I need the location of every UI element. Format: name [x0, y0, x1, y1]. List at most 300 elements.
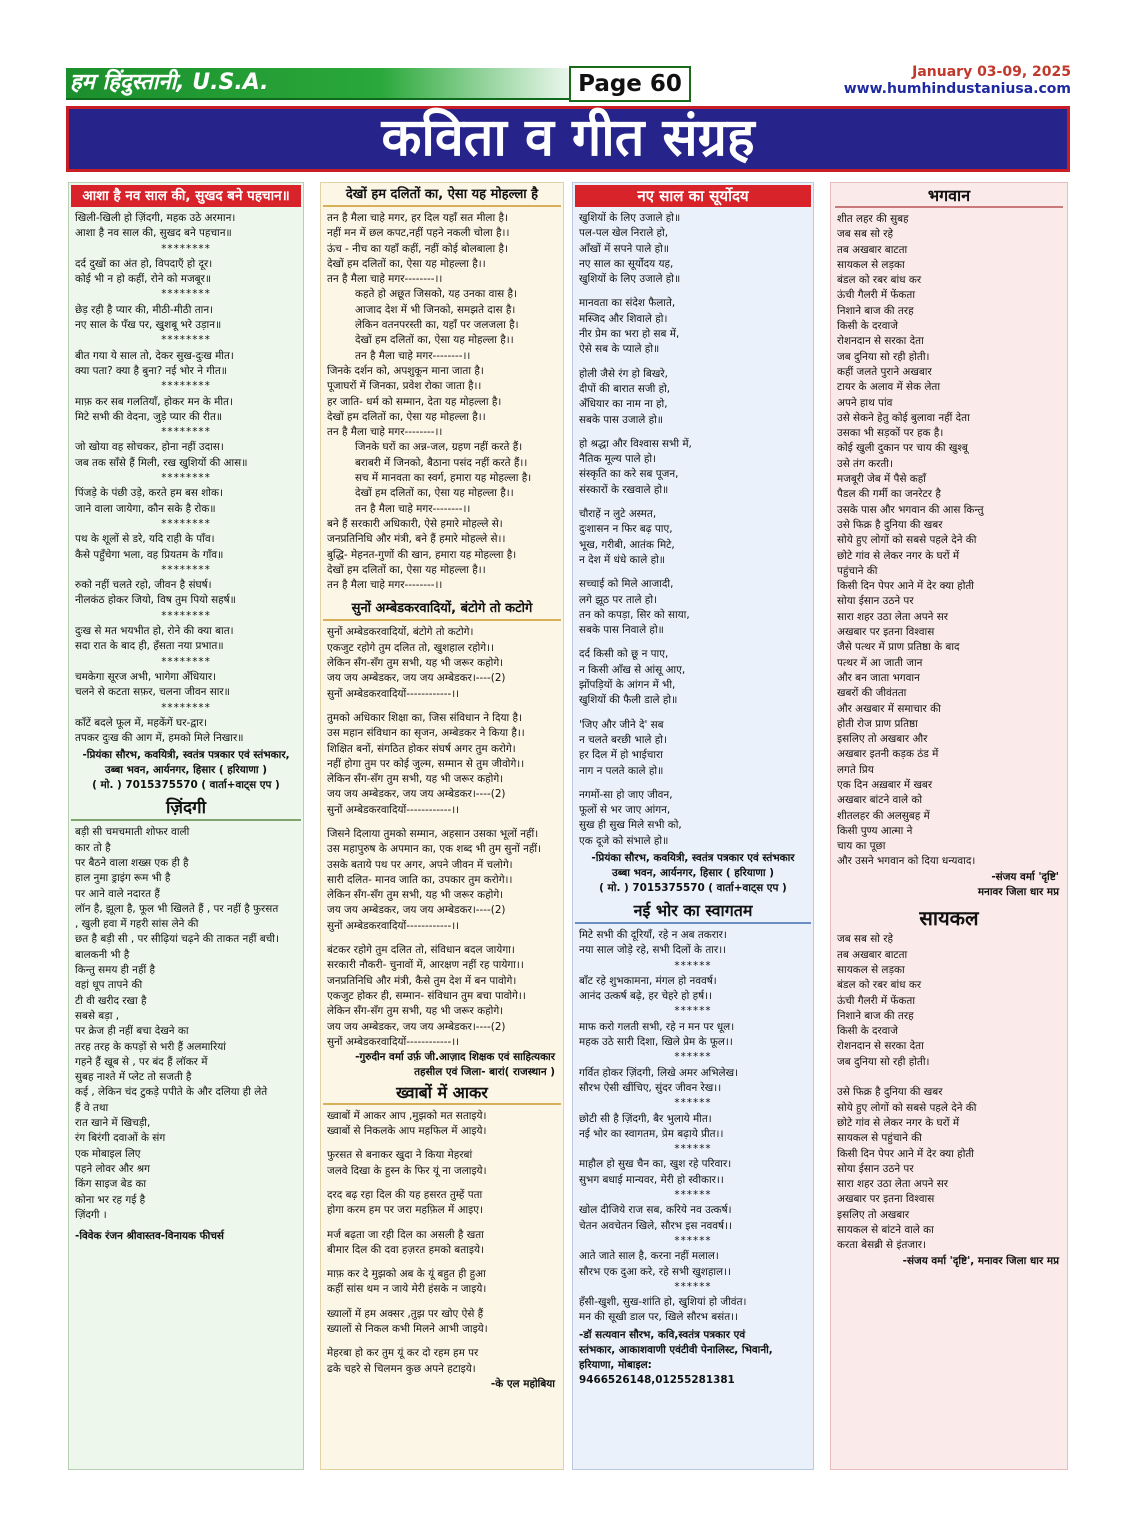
- poem-line: -प्रियंका सौरभ, कवयित्री, स्वतंत्र पत्रकार एवं स्तंभकार,: [82, 749, 290, 762]
- poem-line: नए साल के पँख पर, खुशबू भरे उड़ान॥: [75, 319, 222, 332]
- poem-title: नए साल का सूर्योदय: [575, 185, 811, 207]
- poem-body: [837, 932, 1061, 1253]
- poem-line: चमकेगा सूरज अभी, भागेगा अँधियार।: [75, 670, 217, 683]
- poem-line: सायकल से लड़का: [837, 258, 905, 271]
- poem-credit: -विवेक रंजन श्रीवास्तव-विनायक फीचर्स: [75, 1230, 224, 1243]
- poem-line: जिनके घरों का अन्न-जल, ग्रहण नहीं करते हैं।: [355, 441, 523, 454]
- poem-line: खुशियों के लिए उजाले हो॥: [579, 212, 681, 224]
- poem-line: पल-पल खेल निराले हो,: [579, 227, 669, 240]
- poem-line: जब दुनिया सो रही होती।: [837, 350, 930, 363]
- poem-line: किसी के दरवाजे: [837, 320, 898, 333]
- stanza-separator: ********: [161, 701, 211, 714]
- stanza-separator: ********: [161, 380, 211, 393]
- poem-line: न किसी आँख से आंसू आए,: [579, 663, 686, 676]
- poem-line: बालकनी भी है: [75, 948, 130, 961]
- poem-line: वहां धूप तापने की: [75, 979, 143, 992]
- poem-line: सच में मानवता का स्वर्ग, हमारा यह मोहल्ला है।: [355, 472, 532, 485]
- poem-line: ख्यालों में हम अक्सर ,तुझ पर खोए ऐसे हैं: [327, 1307, 484, 1320]
- poem-line: झोंपड़ियों के आंगन में भी,: [579, 679, 676, 692]
- poem-title: ज़िंदगी: [71, 797, 301, 821]
- poem-line: सुबह नाश्ते में प्लेट तो सजती है: [75, 1071, 192, 1084]
- poem-line: उसे फिक्र है दुनिया की खबर: [837, 1086, 943, 1099]
- poem-line: टायर के अलाव में सेक लेता: [837, 381, 941, 394]
- poem-line: हैं वे तथा: [75, 1101, 109, 1114]
- poem-line: मिटे सभी की वेदना, जुड़े प्यार की रीत॥: [75, 410, 223, 423]
- poem-line: आते जाते साल है, करना नहीं मलाल।: [579, 1250, 719, 1263]
- poem-line: सोया ईसान उठने पर: [837, 595, 914, 608]
- poem-line: और बन जाता भगवान: [837, 671, 920, 684]
- poem-title: नई भोर का स्वागतम: [575, 900, 811, 924]
- poem-line: न देश में धंधे काले हो॥: [579, 553, 666, 566]
- stanza-gap: [579, 568, 807, 577]
- poem-line: देखों हम दलितों का, ऐसा यह मोहल्ला है।।: [327, 563, 486, 576]
- poem-line: बने हैं सरकारी अधिकारी, ऐसे हमारे मोहल्ले से।: [327, 517, 503, 530]
- poem-line: जय जय अम्बेडकर, जय जय अम्बेडकर।----(2): [327, 904, 506, 917]
- poem-line: हँसी-खुशी, सुख-शांति हो, खुशियां हो जीवंत।: [579, 1296, 747, 1309]
- poem-line: मन की सूखी डाल पर, खिले सौरभ बसंत।।: [579, 1311, 738, 1324]
- poem-line: लेकिन सँग-सँग तुम सभी, यह भी जरूर कहोगे।: [327, 773, 504, 786]
- poem-line: उस महान संविधान का सृजन, अम्बेडकर ने किया है।।: [327, 727, 525, 740]
- poem-line: लेकिन सँग-सँग तुम सभी, यह भी जरूर कहोगे।: [327, 657, 504, 670]
- poem-line: लॉन है, झूला है, फूल भी खिलते हैं , पर नहीं है फुरसत: [75, 902, 279, 915]
- poem-line: चौराहें न लुटे अस्मत,: [579, 508, 657, 521]
- poem-line: -गुरुदीन वर्मा उर्फ़ जी.आज़ाद शिक्षक एवं साहित्यकार: [355, 1051, 555, 1064]
- poem-line: जय जय अम्बेडकर, जय जय अम्बेडकर।----(2): [327, 788, 506, 801]
- poem-line: किंग साइज बेड का: [75, 1178, 147, 1191]
- column-3: [572, 182, 814, 1470]
- poem-line: उसके बताये पथ पर अगर, अपने जीवन में चलोगे।: [327, 858, 513, 871]
- poem-body: [327, 1109, 557, 1377]
- poem-line: अखबार इतनी कड़क ठंड में: [837, 748, 939, 761]
- poem-line: पूजाघरों में जिनका, प्रवेश रोका जाता है।।: [327, 380, 482, 393]
- poem-line: नहीं मन में छल कपट,नहीं पहने नकली चोला है।।: [327, 227, 510, 240]
- poem-credit: -के एल महोबिया: [490, 1377, 555, 1390]
- poem-line: आनंद उत्कर्ष बढ़े, हर चेहरे हो हर्ष।।: [579, 990, 713, 1003]
- poem-line: रात खाने में खिचड़ी,: [75, 1117, 151, 1130]
- poem-line: पहुंचाने की: [837, 564, 878, 577]
- poem-line: मर्ज बढ़ता जा रही दिल का असली है खता: [327, 1228, 484, 1241]
- stanza-gap: [579, 498, 807, 507]
- poem-line: ख्वाबों से निकलके आप महफिल में आइये।: [327, 1125, 487, 1138]
- poem-line: जब दुनिया सो रही होती।: [837, 1055, 930, 1068]
- poem-line: रोशनदान से सरका देता: [837, 1040, 924, 1053]
- poem-line: सौरभ ऐसी खींचिए, सुंदर जीवन रेख।।: [579, 1081, 722, 1094]
- poem-line: उसके पास और भगवान की आस किन्तु: [837, 503, 984, 516]
- column-1: [68, 182, 304, 1470]
- poem-line: एकजुट रहोगे तुम दलित तो, खुशहाल रहोगे।।: [327, 641, 495, 654]
- poem-line: बुद्धि- मेहनत-गुणों की खान, हमारा यह मोहल्ला है।: [327, 548, 517, 561]
- poem-line: जिनके दर्शन को, अपशुकून माना जाता है।: [327, 364, 484, 377]
- poem-line: कहते हो अछूत जिसको, यह उनका वास है।: [355, 288, 517, 301]
- poem-line: पत्थर में आ जाती जान: [837, 656, 923, 669]
- poem-line: नया साल जोड़े रहे, सभी दिलों के तार।।: [579, 944, 727, 957]
- poem-credit: [577, 851, 809, 896]
- poem-body: [75, 825, 297, 1223]
- poem-line: टी वी खरीद रखा है: [75, 994, 147, 1007]
- poem-line: सारा शहर उठा लेता अपने सर: [837, 1178, 948, 1191]
- stanza-separator: ******: [674, 959, 712, 972]
- poem-line: जैसे पत्थर में प्राण प्रतिष्ठा के बाद: [837, 641, 960, 654]
- page-number: Page 60: [569, 66, 691, 102]
- poem-title: देखों हम दलितों का, ऐसा यह मोहल्ला है: [323, 185, 561, 207]
- poem-line: दुःख से मत भयभीत हो, रोने की क्या बात।: [75, 625, 234, 638]
- stanza-separator: ********: [161, 517, 211, 530]
- poem-line: मजबूरी जेब में पैसे कहाँ: [837, 473, 926, 486]
- poem-line: निशाने बाज की तरह: [837, 304, 914, 317]
- poem-line: क्या पता? क्या है बुना? नई भोर ने गीत॥: [75, 364, 227, 377]
- poem-line: माफ करो गलती सभी, रहे न मन पर धूल।: [579, 1020, 735, 1033]
- poem-line: सायकल से पहुंचाने की: [837, 1132, 922, 1145]
- poem-line: जब तक साँसे हैं मिली, रख खुशियों की आस॥: [75, 456, 248, 469]
- poem-line: नाग न पलते काले हो॥: [579, 764, 664, 777]
- stanza-separator: ********: [161, 563, 211, 576]
- poem-line: -डॉ सत्यवान सौरभ, कवि,स्वतंत्र पत्रकार एवं: [579, 1328, 746, 1341]
- poem-line: एक दूजे को संभाले हो॥: [579, 834, 669, 847]
- poem-line: मिटे सभी की दूरियाँ, रहे न अब तकरार।: [579, 928, 727, 941]
- poem-title: ख्वाबों में आकर: [323, 1083, 561, 1105]
- poem-line: गर्वित होकर ज़िंदगी, लिखे अमर अभिलेख।: [579, 1066, 739, 1079]
- poem-line: इसलिए तो अखबार: [837, 1208, 910, 1221]
- poem-line: जनप्रतिनिधि और मंत्री, कैसे तुम देश में बन पावोगे।: [327, 974, 517, 987]
- poem-line: कोना भर रह गई है: [75, 1193, 146, 1206]
- poem-line: तरह तरह के कपड़ों से भरी हैं अलमारियां: [75, 1040, 226, 1053]
- stanza-separator: ********: [161, 472, 211, 485]
- poem-line: तन है मैला चाहे मगर--------।।: [355, 502, 471, 515]
- poem-line: -प्रियंका सौरभ, कवयित्री, स्वतंत्र पत्रकार एवं स्तंभकार: [591, 851, 795, 864]
- poem-line: अखबार पर इतना विश्वास: [837, 626, 935, 639]
- poem-line: बीत गया ये साल तो, देकर सुख-दुःख मीत।: [75, 349, 234, 362]
- poem-line: अखबार पर इतना विश्वास: [837, 1193, 935, 1206]
- poem-line: छोटे गांव से लेकर नगर के घरों में: [837, 1116, 960, 1129]
- poem-line: कोई भी न हो कहीं, रोने को मजबूर॥: [75, 273, 212, 286]
- poem-line: नैतिक मूल्य पाले हो।: [579, 453, 657, 466]
- poem-line: तन है मैला चाहे मगर--------।।: [327, 426, 443, 439]
- stanza-separator: ******: [674, 1280, 712, 1293]
- poem-line: पहने लोवर और श्रग: [75, 1162, 150, 1175]
- poem-line: महक उठे सारी दिशा, खिले प्रेम के फूल।।: [579, 1036, 733, 1049]
- poem-line: तब अखबार बाटता: [837, 243, 908, 256]
- poem-line: होगा करम हम पर जरा महफ़िल में आइए।: [327, 1204, 483, 1217]
- poem-line: नहीं होगा तुम पर कोई जुल्म, सम्मान से तुम जीवोगे।।: [327, 757, 525, 770]
- poem-body: [327, 211, 557, 593]
- stanza-gap: [579, 287, 807, 296]
- poem-line: सुनों अम्बेडकरवादियों, बंटोगे तो कटोगे।: [327, 626, 474, 639]
- poem-line: नए साल का सूर्योदय यह,: [579, 257, 674, 270]
- poem-line: 'जिए और जीने दे' सब: [579, 718, 664, 731]
- poem-line: सौरभ एक दुआ करे, रहे सभी खुशहाल।।: [579, 1265, 731, 1278]
- poem-line: भूख, गरीबी, आतंक मिटे,: [579, 538, 675, 551]
- poem-line: सारा शहर उठा लेता अपने सर: [837, 610, 948, 623]
- poem-line: देखों हम दलितों का, ऐसा यह मोहल्ला है।।: [327, 257, 486, 270]
- poem-line: [837, 1070, 1061, 1085]
- poem-line: सोये हुए लोगों को सबसे पहले देने की: [837, 1101, 977, 1114]
- stanza-gap: [327, 1219, 557, 1228]
- poem-line: नीर प्रेम का भरा हो सब में,: [579, 328, 680, 341]
- poem-line: ऐसे सब के प्याले हो॥: [579, 343, 660, 356]
- poem-line: लेकिन सँग-सँग तुम सभी, यह भी जरूर कहोगे।: [327, 1005, 504, 1018]
- poem-credit: -संजय वर्मा 'दृष्टि', मनावर जिला धार मप्र: [902, 1254, 1059, 1267]
- poem-line: जय जय अम्बेडकर, जय जय अम्बेडकर।----(2): [327, 672, 506, 685]
- poem-line: ऊंच - नीच का यहाँ कहीं, नहीं कोई बोलबाला है।: [327, 242, 508, 255]
- poem-line: निशाने बाज की तरह: [837, 1009, 914, 1022]
- stanza-gap: [579, 638, 807, 647]
- poem-line: हर जाति- धर्म को सम्मान, देता यह मोहल्ला है।: [327, 395, 502, 408]
- poem-line: सुख ही सुख मिले सभी को,: [579, 819, 682, 832]
- poem-line: तब अखबार बाटता: [837, 948, 908, 961]
- dateline: [844, 64, 1071, 98]
- poem-line: उसे तंग करती।: [837, 457, 893, 470]
- poem-line: ( मो. ) 7015375570 ( वार्ता+वाट्स एप ): [599, 881, 787, 894]
- poem-line: सायकल से बांटने वाले का: [837, 1224, 934, 1236]
- poem-line: मस्जिद और शिवाले हो।: [579, 312, 668, 325]
- poem-line: तन है मैला चाहे मगर--------।।: [327, 579, 443, 592]
- stanza-gap: [579, 709, 807, 718]
- poem-line: रोशनदान से सरका देता: [837, 335, 924, 348]
- poem-line: , खुली हवा में गहरी सांस लेने की: [75, 918, 199, 931]
- poem-line: जब सब सो रहे: [837, 228, 893, 241]
- poem-line: रंग बिरंगी दवाओं के संग: [75, 1132, 166, 1145]
- poem-line: फूलों से भर जाए आंगन,: [579, 804, 671, 817]
- poem-line: सबसे बड़ा ,: [75, 1009, 120, 1022]
- poem-line: किसी दिन पेपर आने में देर क्या होती: [837, 580, 974, 593]
- poem-line: सोया ईसान उठने पर: [837, 1162, 914, 1175]
- poem-line: संस्कारों के रखवाले हो॥: [579, 483, 669, 496]
- poem-line: सदा रात के बाद ही, हँसता नया प्रभात॥: [75, 640, 224, 653]
- poem-line: आँखों में सपने पाले हो॥: [579, 242, 669, 255]
- poem-body: [327, 625, 557, 1050]
- poem-credit: [73, 748, 299, 793]
- poem-line: ( मो. ) 7015375570 ( वार्ता+वाट्स एप ): [92, 779, 280, 792]
- poem-line: सच्चाई को मिले आजादी,: [579, 578, 674, 591]
- poem-line: जाने वाला जायेगा, कौन सके है रोक॥: [75, 502, 216, 515]
- poem-line: कहीं सांस थम न जाये मेरी हंसके न जाइये।: [327, 1283, 487, 1296]
- column-4: [830, 182, 1068, 1470]
- poem-line: बाँट रहे शुभकामना, मंगल हो नववर्ष।: [579, 974, 717, 987]
- poem-line: सुनों अम्बेडकरवादियों------------।।: [327, 919, 460, 932]
- poem-line: गहने हैं खूब से , पर बंद हैं लॉकर में: [75, 1055, 208, 1068]
- poem-line: उसे फिक्र है दुनिया की खबर: [837, 518, 943, 531]
- poem-credit: [831, 870, 1059, 901]
- poem-line: सबके पास निवाले हो॥: [579, 624, 664, 637]
- poem-line: उब्बा भवन, आर्यनगर, हिसार ( हरियाणा ): [612, 866, 774, 879]
- poem-line: हरियाणा, मोबाइल: 9466526148,01255281381: [579, 1358, 735, 1386]
- poem-line: हाल नुमा ड्राइंग रूम भी है: [75, 872, 171, 885]
- poem-line: सायकल से लड़का: [837, 963, 905, 976]
- poem-line: बड़ी सी चमचमाती शोफर वाली: [75, 826, 190, 839]
- poem-title: भगवान: [835, 185, 1063, 208]
- poem-line: बंटकर रहोगे तुम दलित तो, संविधान बदल जायेगा।: [327, 944, 515, 957]
- stanza-separator: ******: [674, 1234, 712, 1247]
- poem-credit: [321, 1050, 555, 1081]
- poem-line: किन्तु समय ही नहीं है: [75, 964, 155, 977]
- poem-line: छत है बड़ी सी , पर सीढ़ियां चढ़ने की ताकत नहीं बची।: [75, 933, 279, 946]
- poem-line: शिक्षित बनों, संगठित होकर संघर्ष अगर तुम करोगे।: [327, 742, 516, 755]
- poem-title: सायकल: [919, 906, 979, 931]
- poem-line: मेहरबा हो कर तुम यूं कर दो रहम हम पर: [327, 1347, 479, 1360]
- poem-line: आजाद देश में भी जिनको, समझते दास है।: [355, 303, 516, 316]
- poem-line: उसका भी सड़कों पर हक है।: [837, 427, 944, 440]
- poem-line: खोल दीजिये राज सब, करिये नव उत्कर्ष।: [579, 1204, 732, 1217]
- poem-line: देखों हम दलितों का, ऐसा यह मोहल्ला है।।: [327, 410, 486, 423]
- poem-credit: [579, 1328, 807, 1388]
- poem-line: एक दिन अख़बार में खबर: [837, 778, 933, 791]
- poem-line: सोये हुए लोगों को सबसे पहले देने की: [837, 534, 977, 547]
- poem-line: न चलते बरछी भाले हो।: [579, 733, 667, 746]
- stanza-gap: [327, 1337, 557, 1346]
- poem-line: करता बेसब्री से इंतजार।: [837, 1239, 926, 1252]
- poem-line: खुशियों के लिए उजाले हो॥: [579, 273, 681, 286]
- poem-line: माहौल हो सुख चैन का, खुश रहे परिवार।: [579, 1158, 732, 1171]
- poem-line: उस महापुरुष के अपमान का, एक शब्द भी तुम सुनों नहीं।: [327, 843, 542, 856]
- poem-line: ढके चहरे से चिलमन कुछ अपने हटाइये।: [327, 1362, 476, 1375]
- poem-body: [579, 928, 807, 1326]
- poem-line: एक मोबाइल लिए: [75, 1147, 141, 1160]
- poem-line: सबके पास उजाले हो॥: [579, 413, 664, 426]
- poem-line: अखबार बांटने वाले को: [837, 794, 923, 807]
- poem-line: शीत लहर की सुबह: [837, 213, 909, 225]
- poem-line: देखों हम दलितों का, ऐसा यह मोहल्ला है।।: [355, 334, 514, 347]
- poem-line: बंडल को रबर बांध कर: [837, 979, 922, 992]
- poem-line: पर क्रेज ही नहीं बचा देखने का: [75, 1025, 189, 1038]
- stanza-separator: ********: [161, 609, 211, 622]
- poem-line: जब सब सो रहे: [837, 933, 893, 946]
- poem-line: सुनों अम्बेडकरवादियों------------।।: [327, 1035, 460, 1048]
- poem-line: छेड़ रही है प्यार की, मीठी-मीठी तान।: [75, 303, 214, 316]
- poem-line: जय जय अम्बेडकर, जय जय अम्बेडकर।----(2): [327, 1020, 506, 1033]
- poem-line: चाय का पूछा: [837, 840, 886, 853]
- stanza-gap: [579, 358, 807, 367]
- poem-line: आशा है नव साल की, सुखद बने पहचान॥: [75, 227, 232, 240]
- poem-line: चेतन अवचेतन खिले, सौरभ इस नववर्ष।।: [579, 1219, 732, 1232]
- brand-name: हम हिंदुस्तानी, U.S.A.: [66, 68, 590, 100]
- section-banner: कविता व गीत संग्रह: [66, 106, 1070, 172]
- stanza-separator: ********: [161, 655, 211, 668]
- masthead: [66, 66, 1071, 100]
- stanza-gap: [327, 702, 557, 711]
- poem-line: ज़िंदगी ।: [75, 1208, 107, 1221]
- poem-line: होती रोज प्राण प्रतिष्ठा: [837, 717, 918, 730]
- poem-line: और उसने भगवान को दिया धन्यवाद।: [837, 855, 976, 868]
- poem-line: दुःशासन न फिर बढ़ पाए,: [579, 523, 673, 536]
- poem-line: सरकारी नौकरी- चुनावों में, आरक्षण नहीं रह पायेगा।।: [327, 959, 524, 972]
- poem-line: दीपों की बारात सजी हो,: [579, 382, 671, 395]
- poem-line: कैसे पहुँचेगा भला, वह प्रियतम के गाँव॥: [75, 548, 224, 561]
- poem-line: पर बैठने वाला शख्स एक ही है: [75, 856, 189, 869]
- poem-line: छोटी सी है ज़िंदगी, बैर भुलाये मीत।: [579, 1112, 712, 1125]
- poem-line: शीतलहर की अलसुबह में: [837, 809, 930, 822]
- poem-line: सुनों अम्बेडकरवादियों------------।।: [327, 687, 460, 700]
- stanza-gap: [327, 818, 557, 827]
- poem-line: स्तंभकार, आकाशवाणी एवंटीवी पेनालिस्ट, भिवानी,: [579, 1343, 773, 1356]
- poem-line: लगते प्रिय: [837, 763, 874, 776]
- poem-line: जिसने दिलाया तुमको सम्मान, अहसान उसका भूलों नहीं।: [327, 827, 539, 840]
- stanza-gap: [327, 1139, 557, 1148]
- poem-line: लेकिन वतनपरस्ती का, यहाँ पर जलजला है।: [355, 319, 519, 332]
- stanza-separator: ******: [674, 1051, 712, 1064]
- poem-line: खबरों की जीवंतता: [837, 687, 907, 700]
- poem-line: कार तो है: [75, 841, 111, 854]
- poem-line: सुनों अम्बेडकरवादियों------------।।: [327, 803, 460, 816]
- poem-line: दर्द दुखों का अंत हो, विपदाएँ हो दूर।: [75, 257, 213, 270]
- poem-title: आशा है नव साल की, सुखद बने पहचान॥: [71, 185, 301, 207]
- poem-line: नगमों-सा हो जाए जीवन,: [579, 788, 673, 801]
- poem-line: एकजुट होकर ही, सम्मान- संविधान तुम बचा पावोगे।।: [327, 989, 526, 1002]
- issue-date: January 03-09, 2025: [912, 64, 1071, 80]
- poem-line: उसे सेकने हेतु कोई बुलावा नहीं देता: [837, 411, 970, 424]
- poem-line: और अखबार में समाचार की: [837, 702, 941, 715]
- poem-line: तन है मैला चाहे मगर--------।।: [327, 273, 443, 286]
- poem-line: माफ़ कर दे मुझको अब के यूं बहुत ही हुआ: [327, 1268, 486, 1281]
- stanza-gap: [579, 428, 807, 437]
- poem-line: होली जैसे रंग हो बिखरे,: [579, 367, 668, 380]
- poem-line: संस्कृति का करे सब पूजन,: [579, 468, 679, 481]
- stanza-separator: ******: [674, 1005, 712, 1018]
- poem-line: माफ़ कर सब गलतियाँ, होकर मन के मीत।: [75, 395, 233, 408]
- poem-line: किसी पुण्य आत्मा ने: [837, 824, 913, 837]
- stanza-gap: [579, 779, 807, 788]
- stanza-gap: [327, 934, 557, 943]
- stanza-separator: ********: [161, 334, 211, 347]
- stanza-separator: ********: [161, 242, 211, 255]
- poem-line: दर्द किसी को छू न पाए,: [579, 648, 669, 661]
- poem-line: ख्यालों से निकल कभी मिलने आभी जाइये।: [327, 1323, 488, 1335]
- stanza-separator: ******: [674, 1143, 712, 1156]
- poem-line: बराबरी में जिनको, बैठाना पसंद नहीं करते हैं।।: [355, 456, 528, 469]
- poem-line: पथ के शूलों से डरे, यदि राही के पाँव।: [75, 533, 215, 546]
- poem-line: पैडल की गर्मी का जनरेटर है: [837, 488, 941, 501]
- poem-line: ऊंची गैलरी में फेंकता: [837, 994, 916, 1007]
- website-link[interactable]: www.humhindustaniusa.com: [843, 81, 1071, 97]
- poem-line: बंडल को रबर बांध कर: [837, 274, 922, 287]
- poem-line: नई भोर का स्वागतम, प्रेम बढ़ाये प्रीत।।: [579, 1127, 724, 1140]
- poem-body: [579, 211, 807, 849]
- stanza-gap: [327, 1179, 557, 1188]
- poem-line: अपने हाथ पांव: [837, 396, 893, 409]
- column-2: [320, 182, 564, 1470]
- poem-line: रुको नहीं चलते रहो, जीवन है संघर्ष।: [75, 579, 212, 592]
- poem-line: -संजय वर्मा 'दृष्टि': [991, 870, 1059, 883]
- poem-line: किसी दिन पेपर आने में देर क्या होती: [837, 1147, 974, 1160]
- poem-line: हर दिल में हो भाईचारा: [579, 749, 663, 762]
- poem-line: मानवता का संदेश फैलाते,: [579, 297, 676, 310]
- poem-line: जो खोया वह सोचकर, होना नहीं उदास।: [75, 441, 224, 454]
- poem-line: नीलकंठ होकर जियो, विष तुम पियो सहर्ष॥: [75, 594, 236, 607]
- poem-line: तन है मैला चाहे मगर--------।।: [355, 349, 471, 362]
- poem-line: उब्बा भवन, आर्यनगर, हिसार ( हरियाणा ): [105, 764, 267, 777]
- poem-line: चलने से कटता सफ़र, चलना जीवन सार॥: [75, 686, 230, 699]
- poem-line: कहीं जलते पुराने अखबार: [837, 365, 932, 378]
- poem-line: ख्वाबों में आकर आप ,मुझको मत सताइये।: [327, 1109, 487, 1122]
- poem-line: बीमार दिल की दवा हज़रत हमको बताइये।: [327, 1243, 484, 1256]
- poem-line: पर आने वाले नदारत हैं: [75, 887, 160, 900]
- poem-line: तुमको अधिकार शिक्षा का, जिस संविधान ने दिया है।: [327, 711, 522, 724]
- poem-line: किसी के दरवाजे: [837, 1025, 898, 1038]
- poem-line: कोई खुली दुकान पर चाय की खुश्बू: [837, 442, 968, 455]
- poem-line: तपकर दुःख की आग में, हमको मिले निखार॥: [75, 732, 244, 745]
- poem-line: तन को कपड़ा, सिर को साया,: [579, 608, 690, 621]
- poem-line: ऊंची गैलरी में फेंकता: [837, 289, 916, 302]
- poem-line: खुशियों की फैली डाले हो॥: [579, 694, 678, 707]
- poem-line: पिंजड़े के पंछी उड़े, करते हम बस शोक।: [75, 487, 223, 500]
- poem-line: लेकिन सँग-सँग तुम सभी, यह भी जरूर कहोगे।: [327, 889, 504, 902]
- poem-body: [75, 211, 297, 746]
- stanza-separator: ********: [161, 426, 211, 439]
- poem-line: लगे झूठ पर ताले हो।: [579, 593, 657, 606]
- poem-line: सारी दलित- मानव जाति का, उपकार तुम करोगे।।: [327, 873, 513, 886]
- stanza-separator: ********: [161, 288, 211, 301]
- poem-line: जलवे दिखा के हुस्न के फिर यूं ना जलाइये।: [327, 1164, 487, 1177]
- poem-line: छोटे गांव से लेकर नगर के घरों में: [837, 549, 960, 562]
